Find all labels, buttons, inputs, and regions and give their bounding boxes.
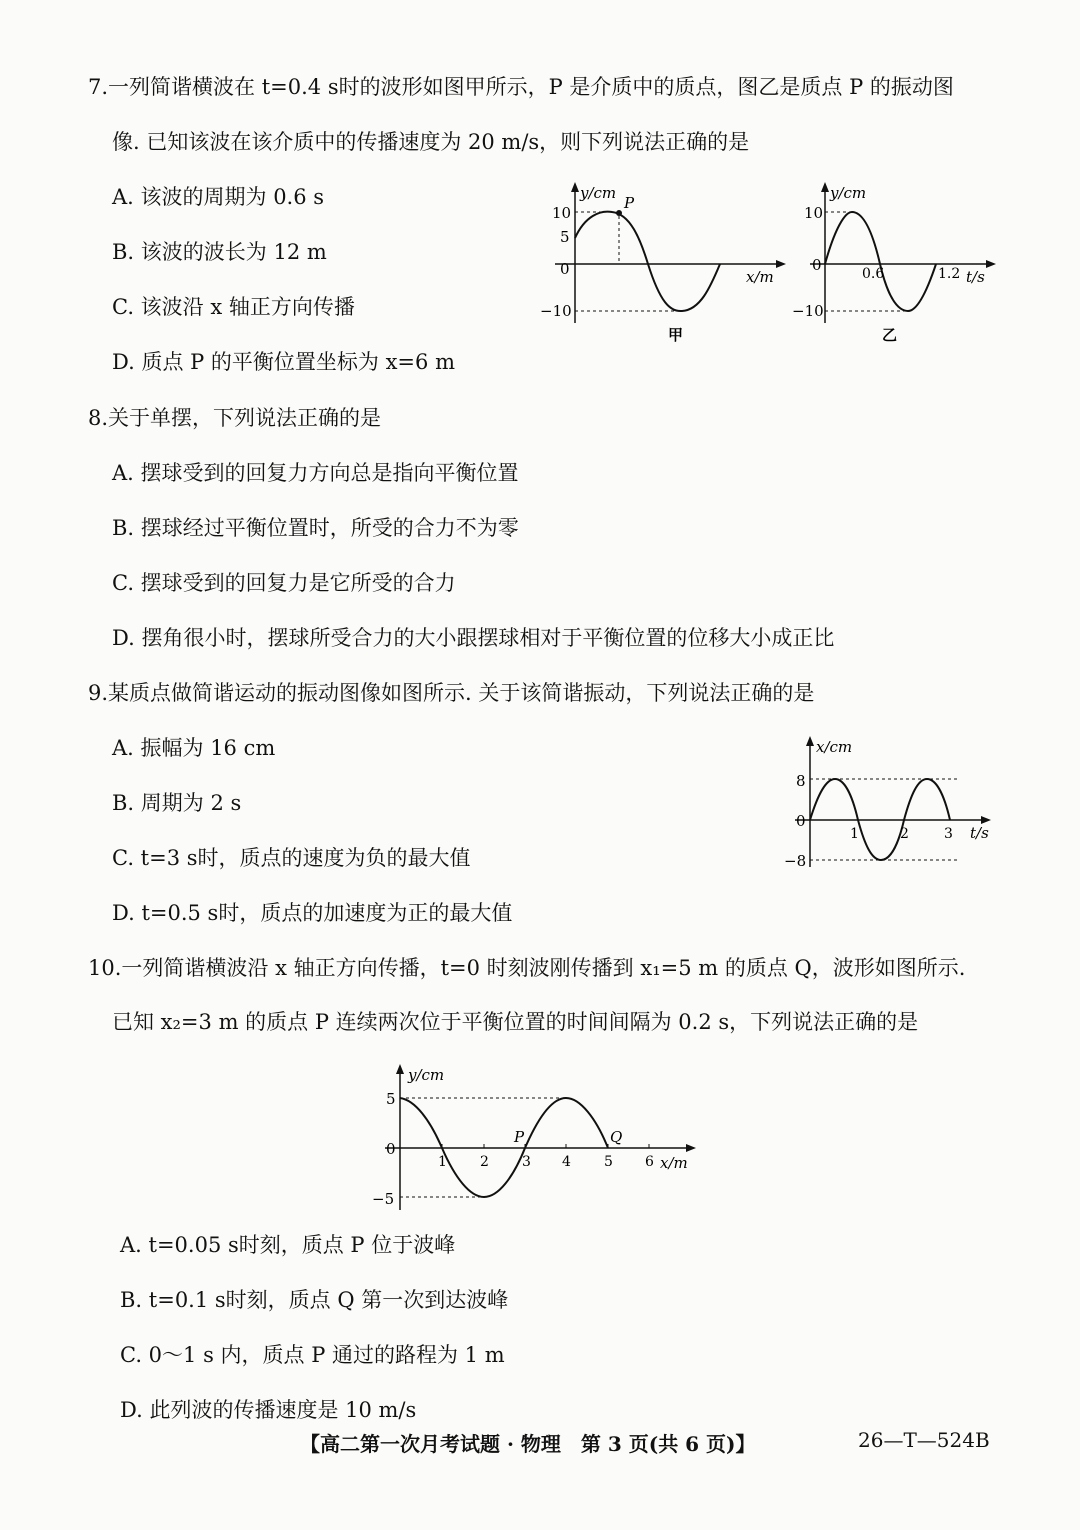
q9-option-a[interactable]: A. 振幅为 16 cm [112,736,276,760]
q10-tick-label-6: 6 [645,1154,654,1170]
q10-point-q-label: Q [610,1128,623,1146]
q10-tick-label-5: 5 [604,1154,613,1170]
q10-y-top: 5 [386,1090,396,1108]
q9-y-bottom: −8 [784,852,807,870]
jia-y-mid: 5 [560,228,570,246]
q7-figure-jia [530,178,800,348]
q9-ylabel: x/cm [816,738,853,756]
jia-ylabel: y/cm [580,184,617,202]
q10-tick-label-4: 4 [562,1154,571,1170]
q9-t3: 3 [944,826,953,842]
footer-title: 【高二第一次月考试题 · 物理 第 3 页(共 6 页)】 [300,1432,756,1456]
jia-caption: 甲 [668,326,684,344]
yi-y-arrow [821,182,829,192]
q8-option-a[interactable]: A. 摆球受到的回复力方向总是指向平衡位置 [112,461,519,485]
q9-xlabel: t/s [970,824,989,842]
q7-stem-line2: 像. 已知该波在该介质中的传播速度为 20 m/s，则下列说法正确的是 [112,130,750,154]
q7-option-d[interactable]: D. 质点 P 的平衡位置坐标为 x=6 m [112,350,455,374]
q10-stem-line1 [88,953,965,983]
jia-wave-curve [575,212,720,311]
q7-number: 7. [88,75,109,99]
q10-ylabel: y/cm [408,1066,445,1084]
jia-xlabel: x/m [746,268,774,286]
q10-xlabel: x/m [660,1154,688,1172]
q10-tick-label-1: 1 [438,1154,447,1170]
q10-figure [360,1060,710,1215]
q9-y-top: 8 [796,772,806,790]
q7-option-b[interactable]: B. 该波的波长为 12 m [112,240,327,264]
q9-text: 某质点做简谐运动的振动图像如图所示. 关于该简谐振动，下列说法正确的是 [108,681,815,705]
jia-y-zero: 0 [560,260,570,278]
jia-point-p [616,210,622,216]
yi-t2: 1.2 [938,266,961,282]
q9-y-zero: 0 [796,812,806,830]
q9-option-d[interactable]: D. t=0.5 s时，质点的加速度为正的最大值 [112,901,513,925]
yi-x-arrow [986,260,996,268]
q7-text-line1: 一列简谐横波在 t=0.4 s时的波形如图甲所示，P 是介质中的质点，图乙是质点 P 的振动图 [108,75,954,99]
q7-option-a[interactable]: A. 该波的周期为 0.6 s [112,185,325,209]
jia-y-bottom: −10 [540,302,572,320]
q7-figure-yi [790,178,1000,348]
q10-x-arrow [686,1144,696,1152]
q8-option-c[interactable]: C. 摆球受到的回复力是它所受的合力 [112,571,456,595]
q9-x-arrow [981,816,991,824]
q10-stem-line2: 已知 x₂=3 m 的质点 P 连续两次位于平衡位置的时间间隔为 0.2 s，下列说法正确的是 [112,1010,919,1034]
jia-x-arrow [776,260,786,268]
q10-y-bottom: −5 [372,1190,395,1208]
q8-stem [88,403,381,433]
q7-option-c[interactable]: C. 该波沿 x 轴正方向传播 [112,295,355,319]
yi-t1: 0.6 [862,266,885,282]
q10-text-line1: 一列简谐横波沿 x 轴正方向传播，t=0 时刻波刚传播到 x₁=5 m 的质点 Q，波形如图所示. [121,956,966,980]
q9-t2: 2 [900,826,909,842]
q10-option-d[interactable]: D. 此列波的传播速度是 10 m/s [120,1398,417,1422]
q10-option-b[interactable]: B. t=0.1 s时刻，质点 Q 第一次到达波峰 [120,1288,509,1312]
q10-tick-label-2: 2 [480,1154,489,1170]
q10-y-arrow [396,1064,404,1074]
q9-option-c[interactable]: C. t=3 s时，质点的速度为负的最大值 [112,846,471,870]
q8-text: 关于单摆，下列说法正确的是 [108,406,382,430]
q9-t1: 1 [850,826,859,842]
jia-p-label: P [624,194,635,212]
q9-option-b[interactable]: B. 周期为 2 s [112,791,242,815]
q7-stem-line1 [88,72,954,102]
q9-stem [88,678,814,708]
yi-caption: 乙 [882,326,898,344]
jia-y-arrow [571,182,579,192]
q10-y-zero: 0 [386,1140,396,1158]
yi-y-zero: 0 [812,256,822,274]
yi-xlabel: t/s [966,268,985,286]
q9-y-arrow [806,736,814,746]
q9-number: 9. [88,681,109,705]
q9-figure [780,732,1000,872]
yi-vibration-curve [825,212,936,311]
q10-tick-label-3: 3 [522,1154,531,1170]
yi-y-top: 10 [804,204,824,222]
q8-option-d[interactable]: D. 摆角很小时，摆球所受合力的大小跟摆球相对于平衡位置的位移大小成正比 [112,626,835,650]
q8-number: 8. [88,406,109,430]
q10-option-c[interactable]: C. 0～1 s 内，质点 P 通过的路程为 1 m [120,1343,505,1367]
q10-number: 10. [88,956,122,980]
q10-point-p-label: P [514,1128,525,1146]
yi-y-bottom: −10 [792,302,824,320]
q8-option-b[interactable]: B. 摆球经过平衡位置时，所受的合力不为零 [112,516,519,540]
yi-ylabel: y/cm [830,184,867,202]
footer-code: 26—T—524B [858,1428,990,1452]
q10-option-a[interactable]: A. t=0.05 s时刻，质点 P 位于波峰 [120,1233,456,1257]
jia-y-top: 10 [552,204,572,222]
